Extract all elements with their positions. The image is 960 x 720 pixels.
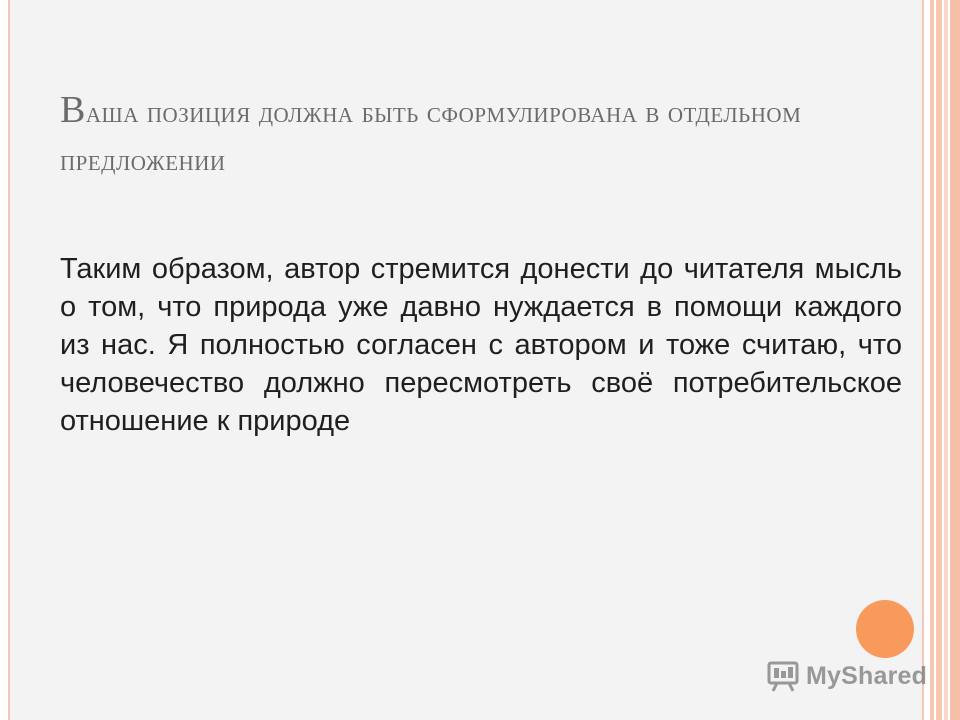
title-initial: В (60, 89, 86, 131)
decorative-stripe (930, 0, 934, 720)
decorative-stripe (950, 0, 960, 720)
watermark (766, 656, 927, 696)
presentation-board-icon (766, 659, 800, 693)
slide-title (60, 86, 880, 185)
accent-circle (856, 600, 914, 658)
decorative-stripe (944, 0, 948, 720)
slide-body-text: Таким образом, автор стремится донести до читателя мысль о том, что природа уже давно нуждается в помощи каждого из нас. Я полностью согласен с автором и тоже считаю, что человечество должно пересмотреть своё потребительское отношение к природе (60, 253, 902, 437)
title-rest: аша позиция должна быть сформулирована в отдельном предложении (60, 96, 802, 177)
decorative-stripe (936, 0, 942, 720)
watermark-text: MyShared (806, 661, 928, 690)
